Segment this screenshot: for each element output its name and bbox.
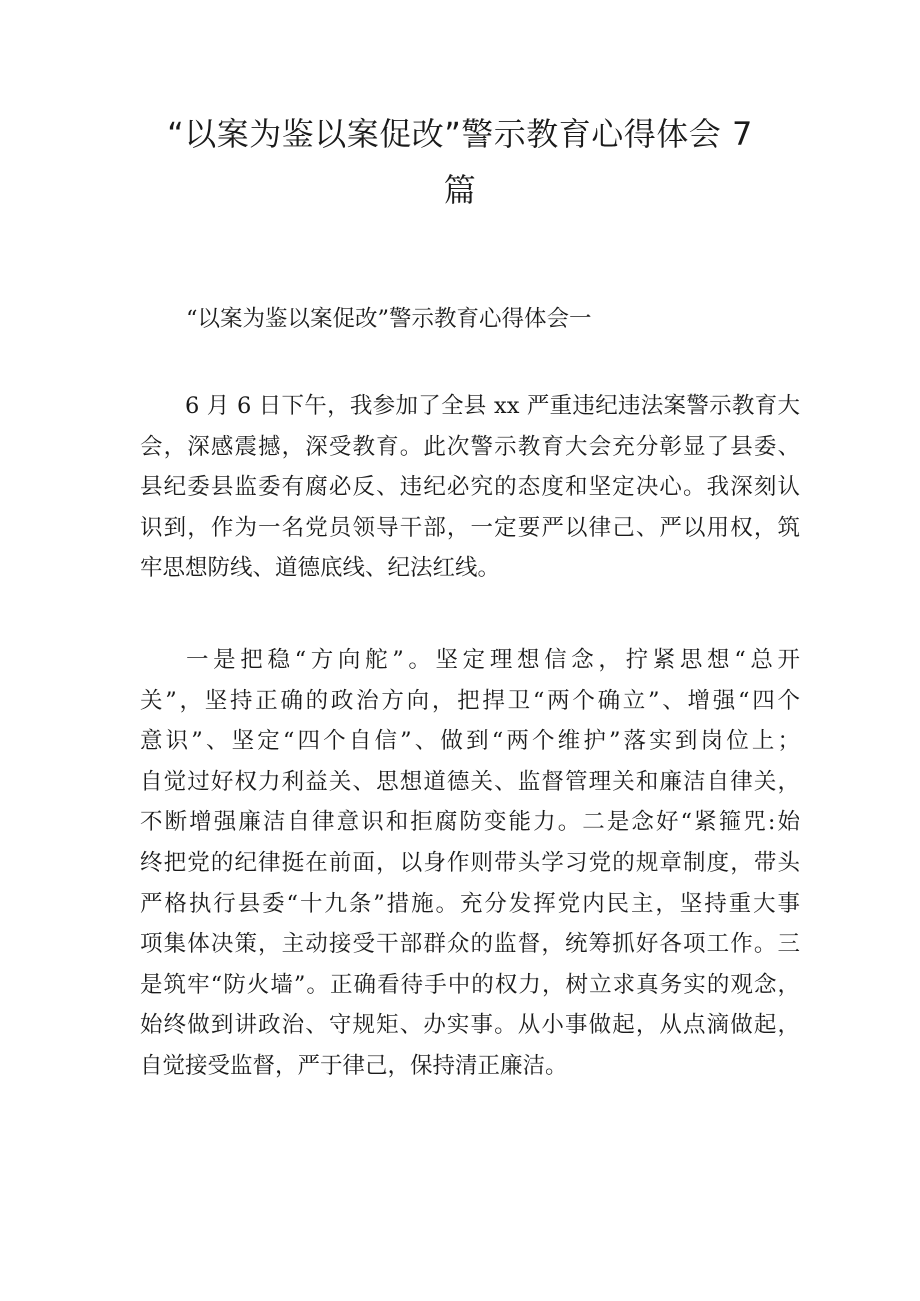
text-line: 6 月 6 日下午，我参加了全县 xx 严重违纪违法案警示教育大: [185, 393, 800, 419]
text-line: 牢思想防线、道德底线、纪法红线。: [140, 555, 501, 582]
text-line: 自觉过好权力利益关、思想道德关、监督管理关和廉洁自律关，: [140, 768, 800, 795]
text-line: 识到，作为一名党员领导干部，一定要严以律己、严以用权，筑: [140, 514, 800, 541]
text-line: 是筑牢“防火墙”。正确看待手中的权力，树立求真务实的观念，: [140, 971, 800, 998]
paragraph-intro: [140, 386, 800, 589]
text-line: 始终做到讲政治、守规矩、办实事。从小事做起，从点滴做起，: [140, 1012, 800, 1039]
text-line: 会，深感震撼，深受教育。此次警示教育大会充分彰显了县委、: [140, 433, 800, 460]
text-line: 项集体决策，主动接受干部群众的监督，统筹抓好各项工作。三: [140, 931, 800, 958]
title-line: 篇: [443, 171, 477, 209]
text-line: 县纪委县监委有腐必反、违纪必究的态度和坚定决心。我深刻认: [140, 474, 800, 501]
text-line: 一是把稳“方向舵”。坚定理想信念，拧紧思想“总开: [186, 647, 800, 673]
text-line: 自觉接受监督，严于律己，保持清正廉洁。: [140, 1052, 568, 1079]
document-title: [120, 106, 800, 218]
text-line: 严格执行县委“十九条”措施。充分发挥党内民主，坚持重大事: [140, 890, 800, 917]
section-heading: “以案为鉴以案促改”警示教育心得体会一: [186, 306, 592, 332]
text-line: 终把党的纪律挺在前面，以身作则带头学习党的规章制度，带头: [140, 849, 800, 876]
text-line: 关”，坚持正确的政治方向，把捍卫“两个确立”、增强“四个: [140, 687, 800, 714]
text-line: 意识”、坚定“四个自信”、做到“两个维护”落实到岗位上；: [140, 728, 800, 755]
paragraph-body: [140, 640, 800, 1087]
text-line: 不断增强廉洁自律意识和拒腐防变能力。二是念好“紧箍咒:始: [140, 809, 800, 836]
title-line: “以案为鉴以案促改”警示教育心得体会 7: [167, 115, 753, 153]
